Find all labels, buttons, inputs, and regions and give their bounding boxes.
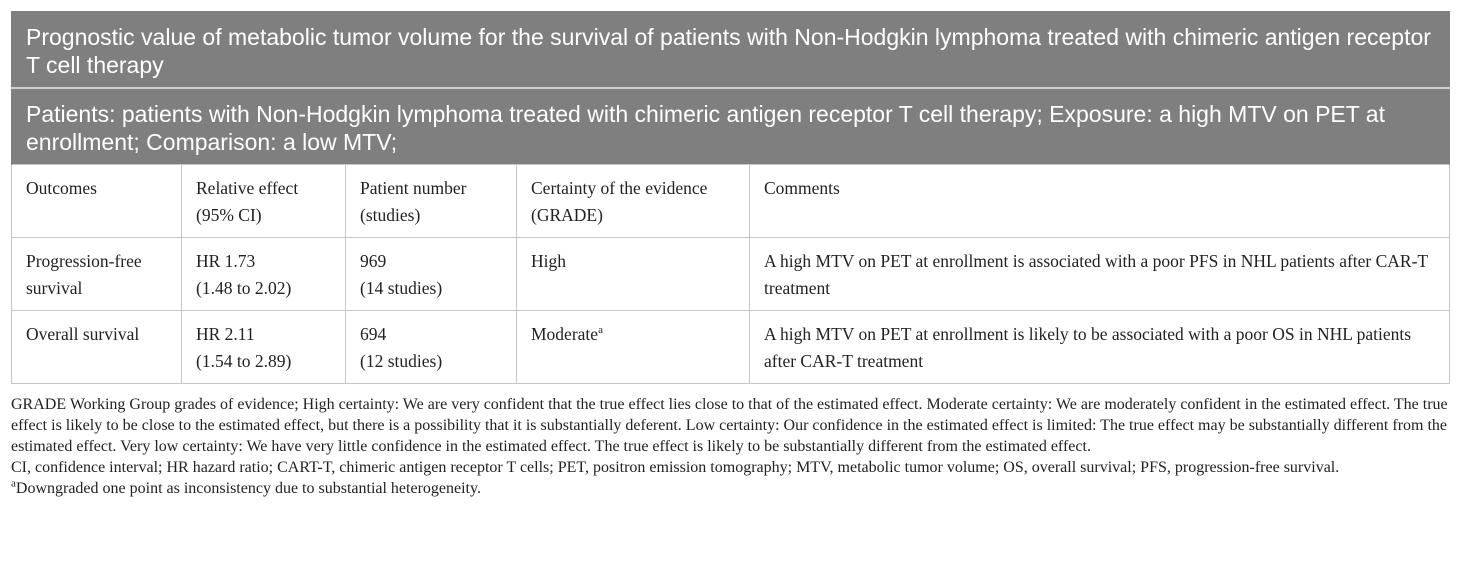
confidence-interval: (1.48 to 2.02)	[196, 278, 292, 298]
study-count: (14 studies)	[360, 278, 443, 298]
column-header-patient-number: Patient number (studies)	[346, 165, 517, 238]
certainty-footnote-marker: a	[598, 324, 603, 337]
outcome-cell: Overall survival	[12, 311, 182, 384]
patient-number-cell	[346, 238, 517, 311]
certainty-level: Moderate	[531, 324, 599, 344]
outcome-cell: Progression-free survival	[12, 238, 182, 311]
comment-cell: A high MTV on PET at enrollment is associated with a poor PFS in NHL patients after CAR-T treatment	[750, 238, 1450, 311]
table-footnotes	[11, 394, 1449, 499]
certainty-cell	[517, 311, 750, 384]
patient-count: 694	[360, 324, 387, 344]
hazard-ratio: HR 1.73	[196, 251, 256, 271]
column-header-relative-effect: Relative effect (95% CI)	[182, 165, 346, 238]
certainty-cell	[517, 238, 750, 311]
hazard-ratio: HR 2.11	[196, 324, 255, 344]
table-title: Prognostic value of metabolic tumor volume for the survival of patients with Non-Hodgkin lymphoma treated with chimeric antigen receptor T cell therapy	[12, 12, 1450, 89]
findings-table	[11, 11, 1450, 384]
title-row	[12, 12, 1450, 89]
population-description: Patients: patients with Non-Hodgkin lymphoma treated with chimeric antigen receptor T cell therapy; Exposure: a high MTV on PET at enrollment; Comparison: a low MTV;	[12, 88, 1450, 165]
column-header-certainty: Certainty of the evidence (GRADE)	[517, 165, 750, 238]
footnote-marker: a	[11, 477, 16, 490]
comment-cell: A high MTV on PET at enrollment is likely to be associated with a poor OS in NHL patients after CAR-T treatment	[750, 311, 1450, 384]
column-header-outcomes: Outcomes	[12, 165, 182, 238]
downgrade-footnote	[11, 478, 1449, 499]
table-row	[12, 311, 1450, 384]
table-row	[12, 238, 1450, 311]
downgrade-footnote-text: Downgraded one point as inconsistency due to substantial heterogeneity.	[15, 480, 481, 497]
certainty-level: High	[531, 251, 566, 271]
abbreviations-footnote: CI, confidence interval; HR hazard ratio; CART-T, chimeric antigen receptor T cells; PET, positron emission tomography; MTV, metabolic tumor volume; OS, overall survival; PFS, progression-free survival.	[11, 459, 1340, 476]
grade-footnote: GRADE Working Group grades of evidence; High certainty: We are very confident that the true effect lies close to that of the estimated effect. Moderate certainty: We are moderately confident in the estimated effect. The true effect is likely to be close to the estimated effect, but there is a possibility that it is substantially deferent. Low certainty: Our confidence in the estimated effect is limited: The true effect may be substantially different from the estimated effect. Very low certainty: We have very little confidence in the estimated effect. The true effect is likely to be substantially different from the estimated effect.	[11, 396, 1448, 455]
patient-number-cell	[346, 311, 517, 384]
study-count: (12 studies)	[360, 351, 443, 371]
relative-effect-cell	[182, 311, 346, 384]
population-row	[12, 88, 1450, 165]
confidence-interval: (1.54 to 2.89)	[196, 351, 292, 371]
relative-effect-cell	[182, 238, 346, 311]
column-header-comments: Comments	[750, 165, 1450, 238]
summary-of-findings	[11, 11, 1449, 499]
patient-count: 969	[360, 251, 387, 271]
column-header-row	[12, 165, 1450, 238]
